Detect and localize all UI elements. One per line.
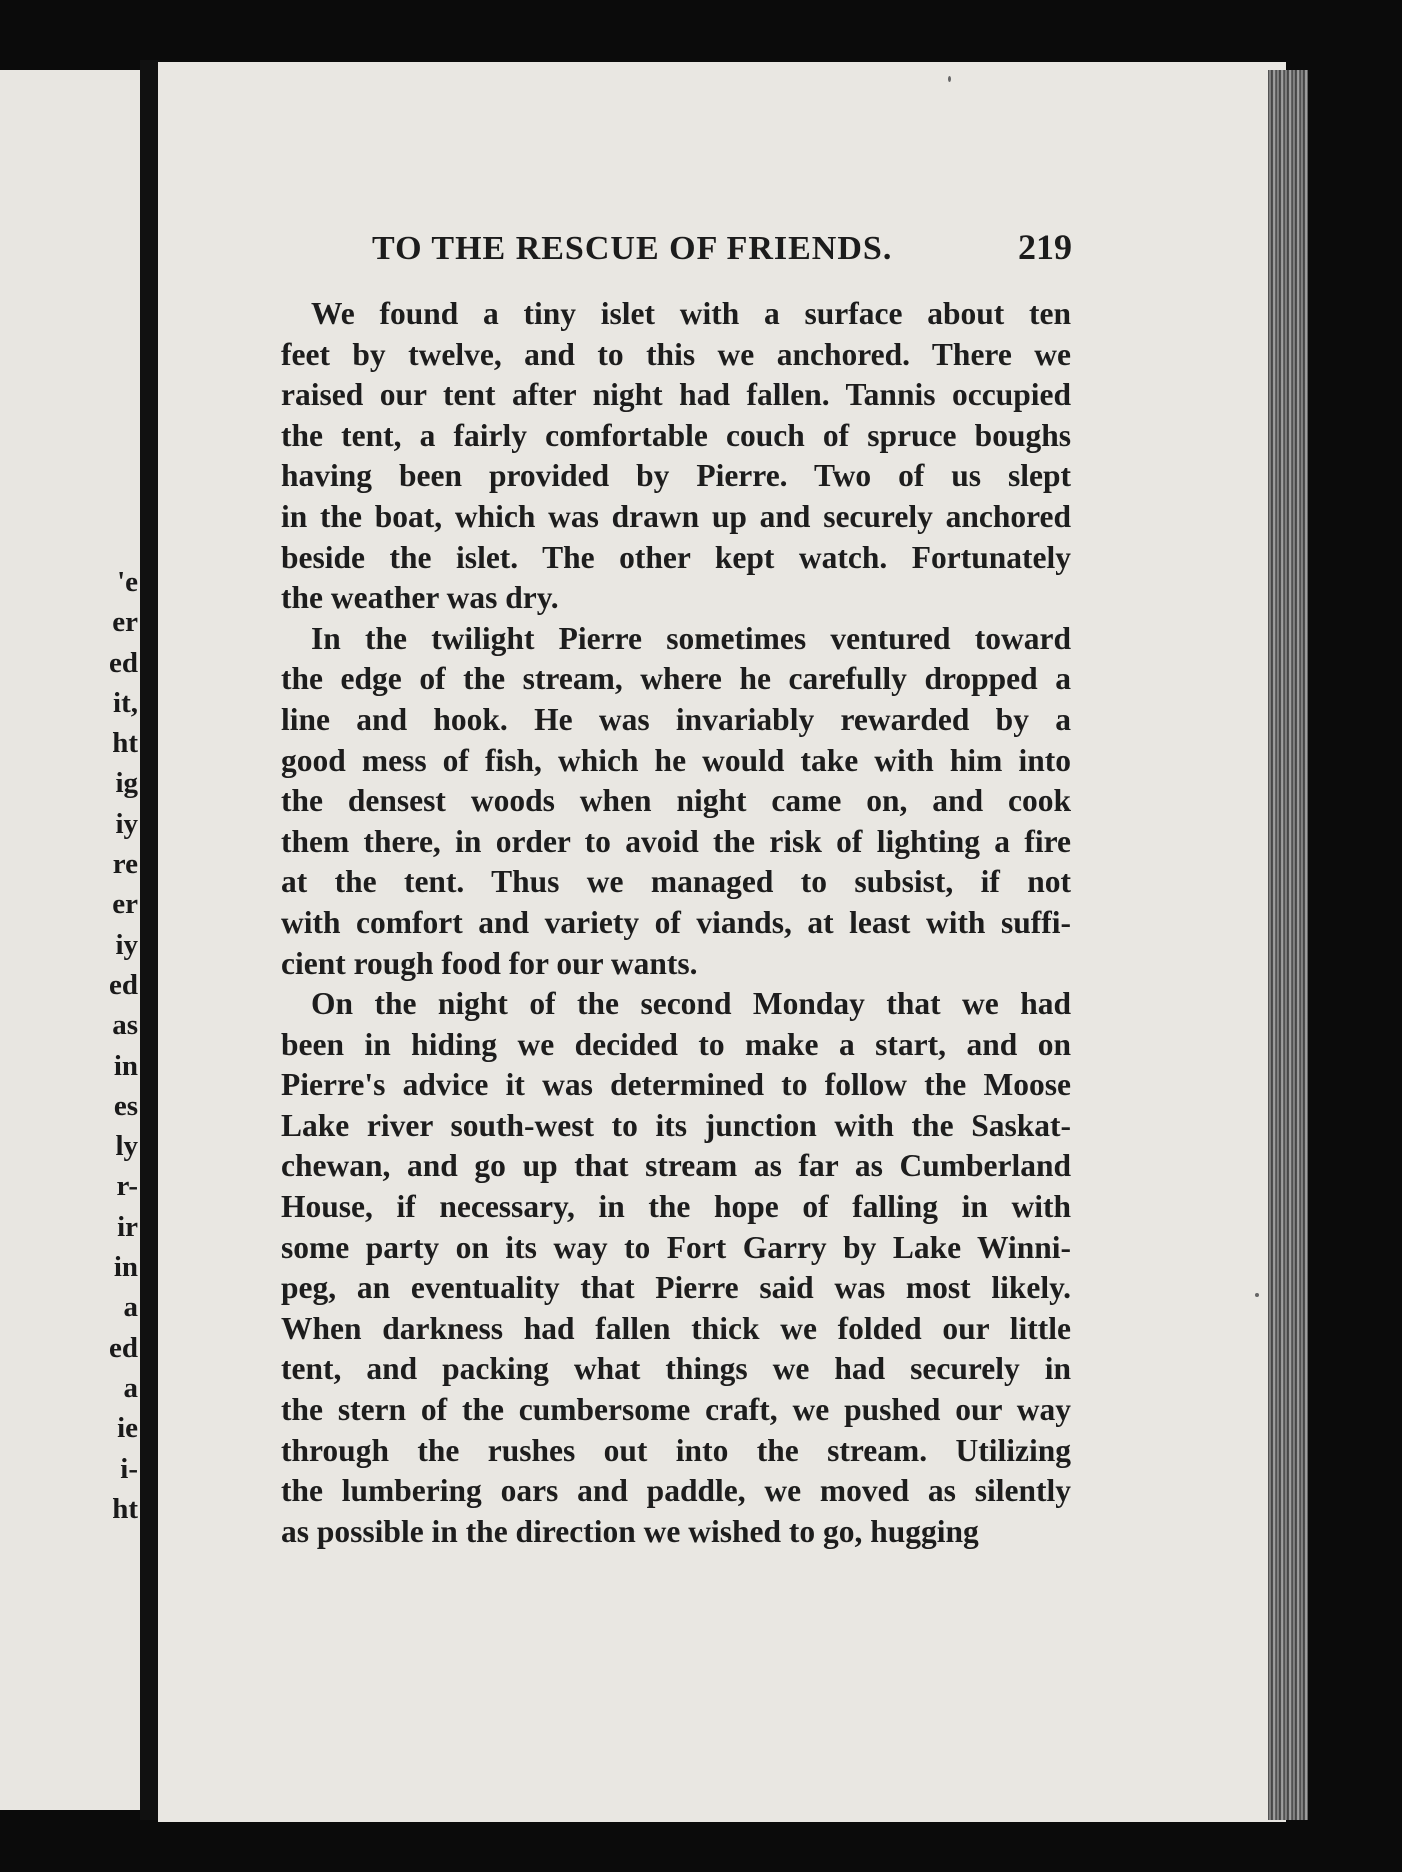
text-line: Lake river south-west to its junction with the Saskat- xyxy=(281,1107,1071,1143)
text-line: House, if necessary, in the hope of falling in with xyxy=(281,1189,1071,1225)
text-line: cient rough food for our wants. xyxy=(281,945,698,981)
text-line: beside the islet. The other kept watch. Fortunately xyxy=(281,539,1071,575)
text-line: the stern of the cumbersome craft, we pushed our way xyxy=(281,1392,1071,1428)
left-page-fragment: iy xyxy=(115,807,138,840)
left-page-fragment: 'e xyxy=(117,566,138,598)
text-line: the edge of the stream, where he carefully dropped a xyxy=(281,661,1071,697)
left-page-fragment: as xyxy=(112,1009,138,1042)
running-header xyxy=(372,226,1072,268)
left-page-fragment: ir xyxy=(117,1210,138,1243)
text-line: in the boat, which was drawn up and securely anchored xyxy=(281,498,1071,534)
text-line: On the night of the second Monday that we had xyxy=(311,986,1071,1022)
text-line: at the tent. Thus we managed to subsist, if not xyxy=(281,864,1071,900)
text-line: the tent, a fairly comfortable couch of spruce boughs xyxy=(281,417,1071,453)
left-page-fragment: ht xyxy=(112,1492,138,1525)
text-line: raised our tent after night had fallen. Tannis occupied xyxy=(281,377,1071,413)
text-line: with comfort and variety of viands, at least with suffi- xyxy=(281,904,1071,940)
text-line: In the twilight Pierre sometimes ventured toward xyxy=(311,620,1071,656)
text-line: good mess of fish, which he would take with him into xyxy=(281,742,1071,778)
page-edge-stack xyxy=(1268,70,1308,1820)
body-text xyxy=(281,294,1071,1552)
text-line: the densest woods when night came on, and cook xyxy=(281,783,1071,819)
left-page-fragment: a xyxy=(123,1371,138,1404)
paragraph xyxy=(281,984,1071,1552)
left-page-fragment: ed xyxy=(109,1331,138,1364)
text-line: line and hook. He was invariably rewarded by a xyxy=(281,701,1071,737)
text-line: peg, an eventuality that Pierre said was most likely. xyxy=(281,1270,1071,1306)
left-page-text-fragments xyxy=(0,562,138,1529)
left-page-fragment: ig xyxy=(115,767,138,800)
running-title: TO THE RESCUE OF FRIENDS. xyxy=(372,230,893,267)
text-line: tent, and packing what things we had securely in xyxy=(281,1351,1071,1387)
text-line: We found a tiny islet with a surface about ten xyxy=(311,296,1071,331)
left-page-fragment: a xyxy=(123,1291,138,1324)
text-line: feet by twelve, and to this we anchored. There we xyxy=(281,336,1071,372)
left-page-fragment: er xyxy=(112,606,138,639)
left-page-fragment: er xyxy=(112,888,138,921)
text-line: the weather was dry. xyxy=(281,580,559,616)
text-line: been in hiding we decided to make a start, and on xyxy=(281,1026,1071,1062)
page-speck xyxy=(948,76,951,82)
text-line: When darkness had fallen thick we folded our little xyxy=(281,1310,1071,1346)
text-line: Pierre's advice it was determined to follow the Moose xyxy=(281,1067,1071,1103)
text-line: some party on its way to Fort Garry by Lake Winni- xyxy=(281,1229,1071,1265)
left-page-fragment: ed xyxy=(109,968,138,1001)
left-page-fragment: r- xyxy=(116,1170,138,1203)
left-page-fragment: iy xyxy=(115,928,138,961)
page-number: 219 xyxy=(1018,227,1072,267)
left-page-fragment: ly xyxy=(115,1130,138,1163)
left-page-fragment: ed xyxy=(109,646,138,679)
text-line: having been provided by Pierre. Two of us slept xyxy=(281,458,1071,494)
page-speck xyxy=(1255,1293,1259,1297)
left-page-fragment: in xyxy=(113,1049,138,1082)
text-line: chewan, and go up that stream as far as Cumberland xyxy=(281,1148,1071,1184)
paragraph xyxy=(281,619,1071,984)
text-line: through the rushes out into the stream. Utilizing xyxy=(281,1432,1071,1468)
text-line: the lumbering oars and paddle, we moved as silently xyxy=(281,1473,1071,1509)
left-page-fragment: it, xyxy=(113,686,138,719)
paragraph xyxy=(281,294,1071,619)
text-line: as possible in the direction we wished to go, hugging xyxy=(281,1513,979,1549)
text-line: them there, in order to avoid the risk of lighting a fire xyxy=(281,823,1071,859)
left-page-fragment: i- xyxy=(120,1452,138,1485)
left-page-fragment: ie xyxy=(117,1412,138,1445)
book-gutter xyxy=(140,60,160,1820)
left-page-fragment: in xyxy=(113,1251,138,1284)
left-page-fragment: re xyxy=(112,848,138,881)
left-page-fragment: es xyxy=(113,1089,138,1122)
left-page-fragment: ht xyxy=(112,727,138,760)
